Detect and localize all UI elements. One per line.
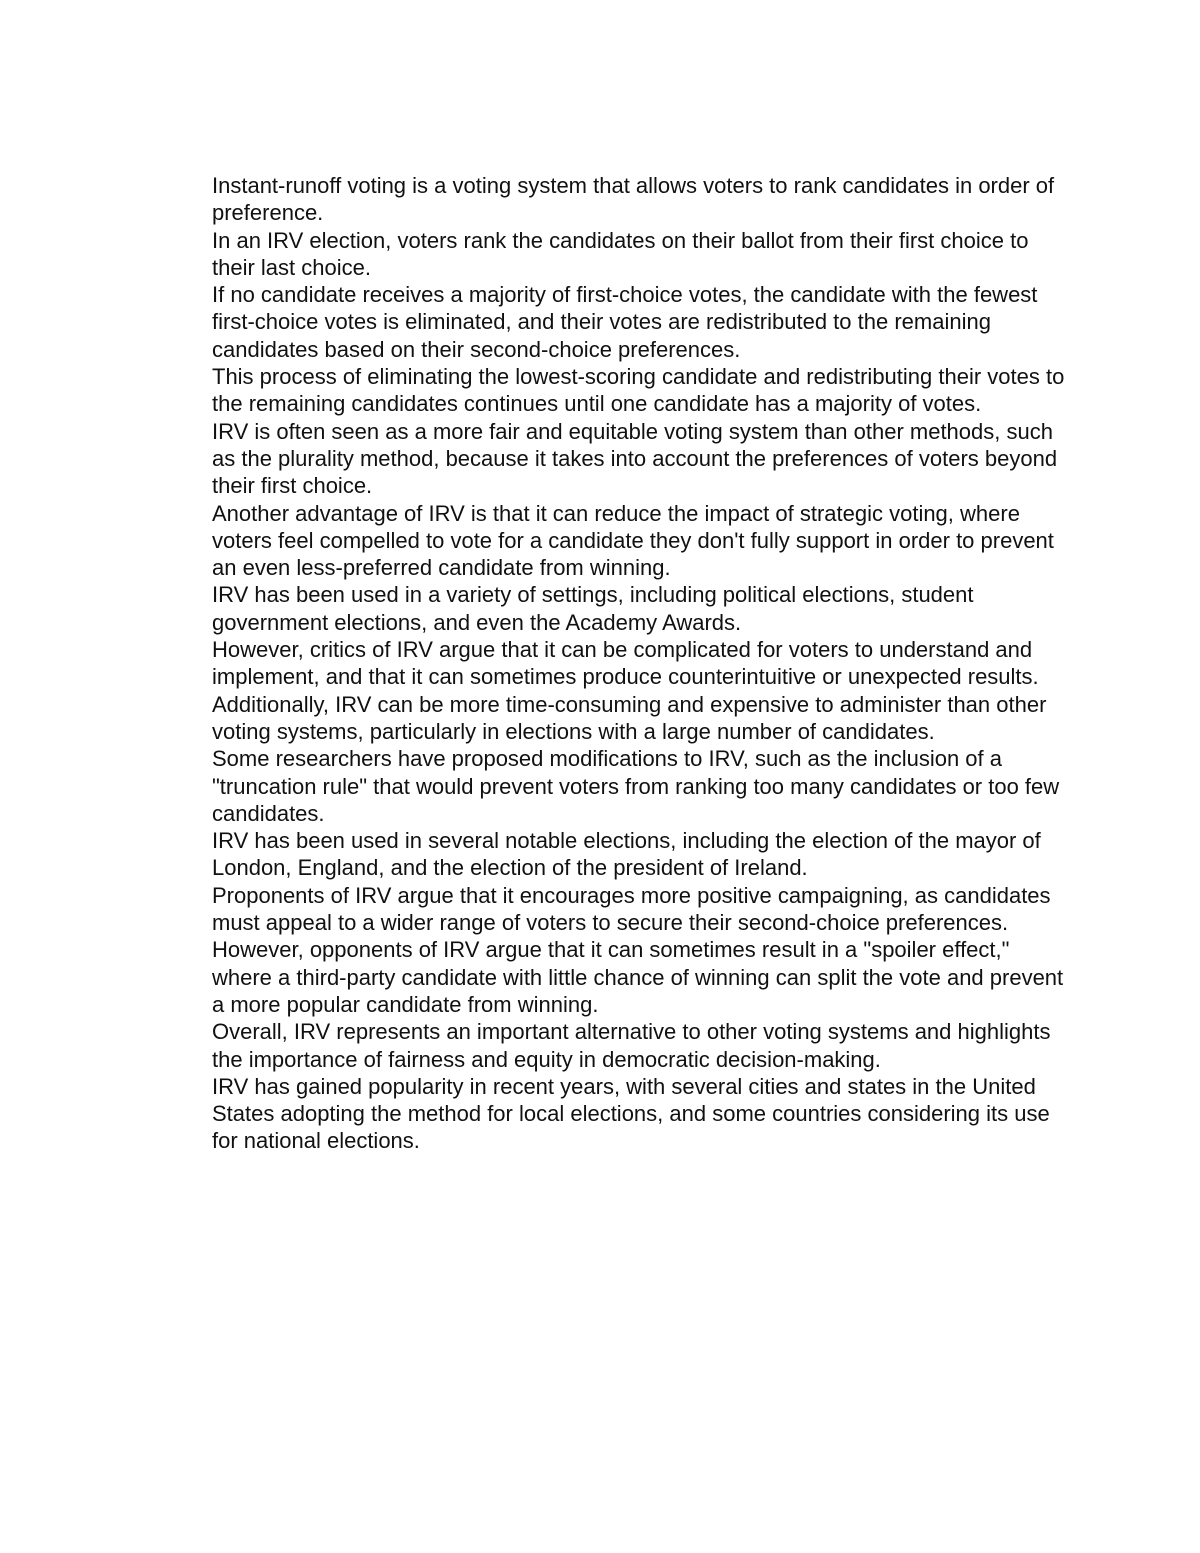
paragraph: However, critics of IRV argue that it can be complicated for voters to understand and implement, and that it can sometimes produce counterintuitive or unexpected results.: [212, 637, 1039, 690]
paragraph: Additionally, IRV can be more time-consuming and expensive to administer than other voting systems, particularly in elections with a large number of candidates.: [212, 691, 1047, 744]
paragraph: IRV has been used in several notable elections, including the election of the mayor of London, England, and the election of the president of Ireland.: [212, 828, 1041, 881]
paragraph: IRV has been used in a variety of settings, including political elections, student government elections, and even the Academy Awards.: [212, 582, 974, 635]
paragraph: Instant-runoff voting is a voting system that allows voters to rank candidates in order of preference.: [212, 173, 1055, 226]
paragraph: Proponents of IRV argue that it encourages more positive campaigning, as candidates must appeal to a wider range of voters to secure their second-choice preferences.: [212, 882, 1051, 936]
paragraph: Overall, IRV represents an important alternative to other voting systems and highlights the importance of fairness and equity in democratic decision-making.: [212, 1019, 1051, 1072]
paragraph: Some researchers have proposed modifications to IRV, such as the inclusion of a "truncation rule" that would prevent voters from ranking too many candidates or too few candidates.: [212, 746, 1060, 826]
paragraph: IRV is often seen as a more fair and equitable voting system than other methods, such as the plurality method, because it takes into account the preferences of voters beyond their first choice.: [212, 418, 1058, 499]
paragraph: In an IRV election, voters rank the candidates on their ballot from their first choice to their last choice.: [212, 227, 1029, 280]
paragraph: IRV has gained popularity in recent years, with several cities and states in the United States adopting the method for local elections, and some countries considering its use for national elections.: [212, 1073, 1050, 1154]
paragraph: However, opponents of IRV argue that it can sometimes result in a "spoiler effect," where a third-party candidate with little chance of winning can split the vote and prevent a more popular candidate from winning.: [212, 937, 1064, 1017]
paragraph: This process of eliminating the lowest-scoring candidate and redistributing their votes to the remaining candidates continues until one candidate has a majority of votes.: [212, 364, 1065, 417]
document-body: [212, 172, 1072, 1155]
paragraph: If no candidate receives a majority of first-choice votes, the candidate with the fewest first-choice votes is eliminated, and their votes are redistributed to the remaining candidates based on their second-choice preferences.: [212, 282, 1038, 362]
paragraph: Another advantage of IRV is that it can reduce the impact of strategic voting, where voters feel compelled to vote for a candidate they don't fully support in order to prevent an even less-preferred candidate from winning.: [212, 500, 1054, 581]
